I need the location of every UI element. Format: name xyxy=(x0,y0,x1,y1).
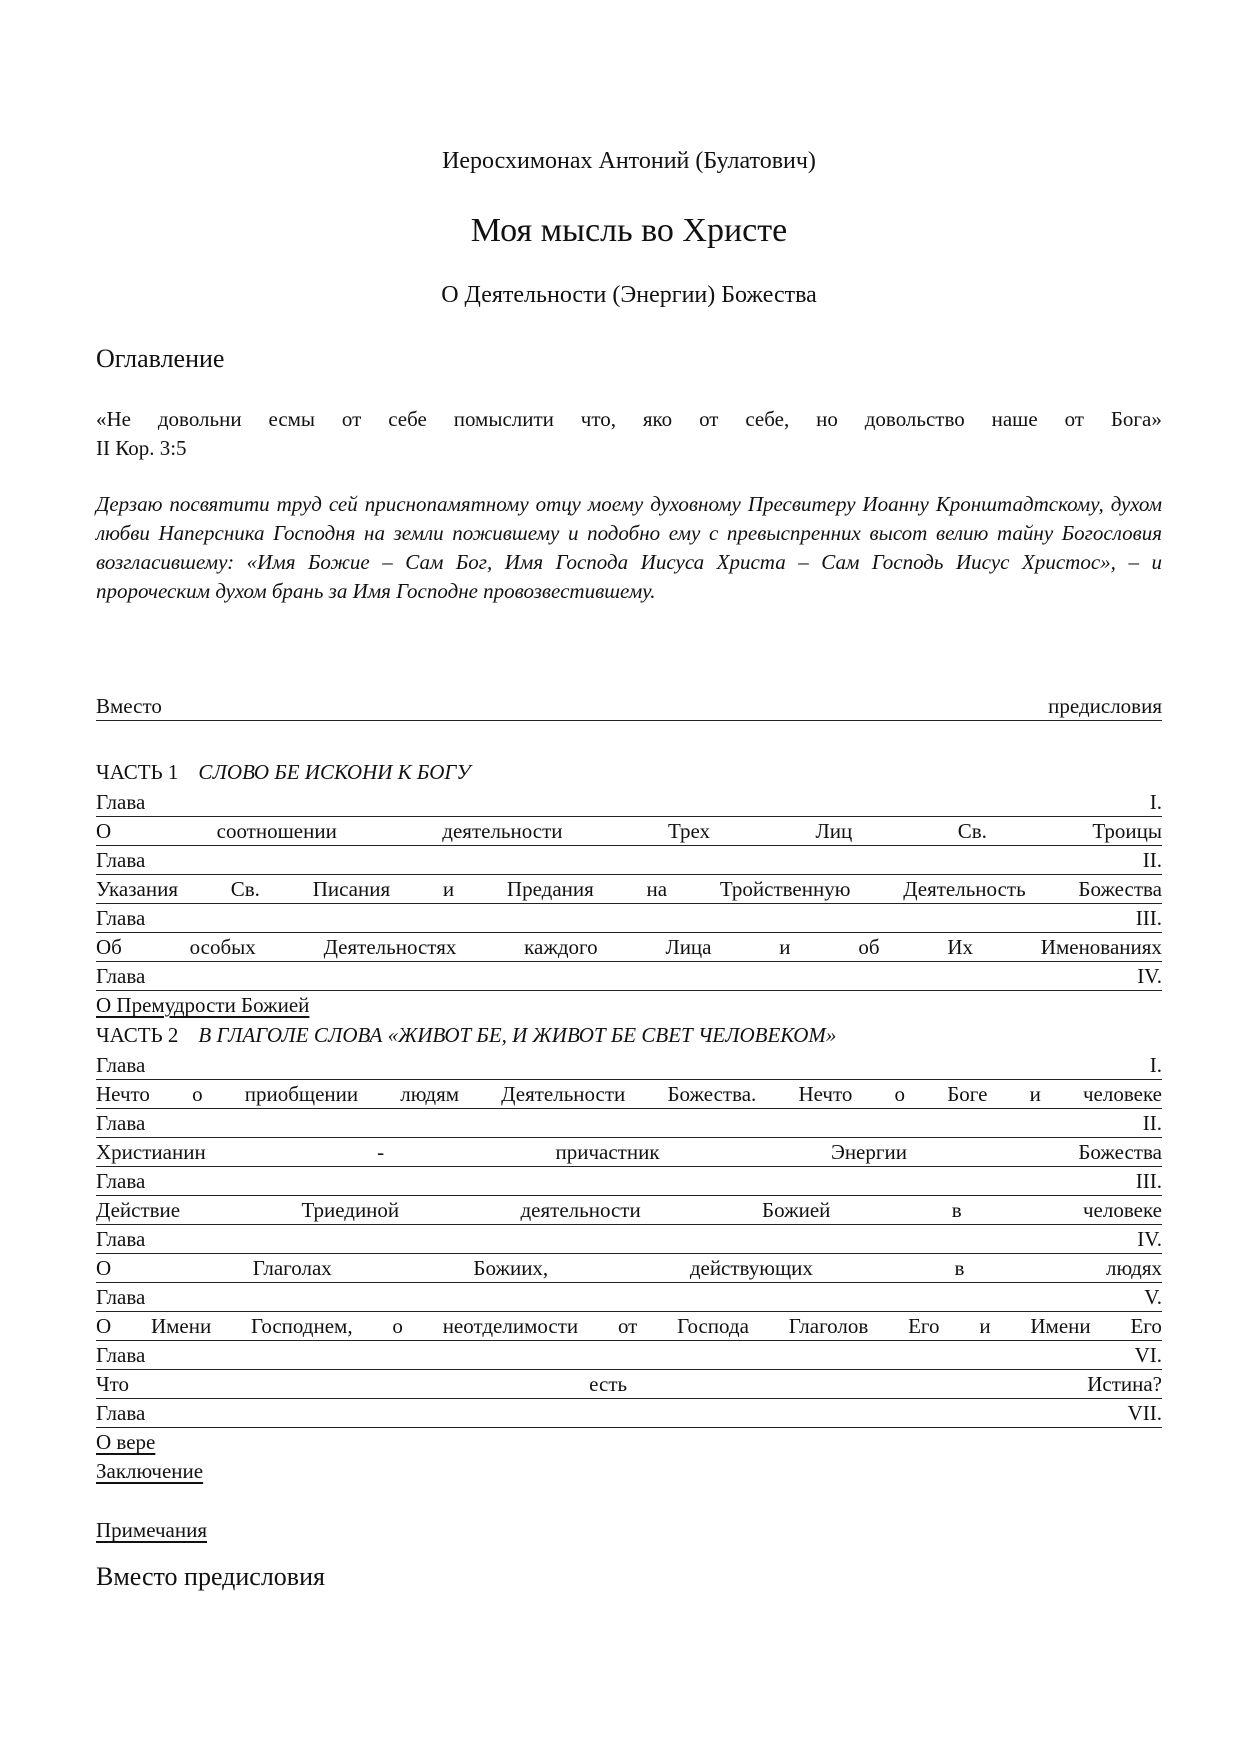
toc-chapter-row[interactable] xyxy=(96,904,1162,933)
part-2-number: ЧАСТЬ 2 xyxy=(96,1023,179,1047)
word: II. xyxy=(1142,1111,1162,1135)
word: Господнем, xyxy=(251,1314,353,1338)
word: довольни xyxy=(157,407,242,431)
word: Глава xyxy=(96,790,146,814)
word: Указания xyxy=(96,877,178,901)
word: Именованиях xyxy=(1040,935,1162,959)
word: в xyxy=(954,1256,965,1280)
toc-chapter-row[interactable] xyxy=(96,1051,1162,1080)
word: и xyxy=(979,1314,991,1338)
word: и xyxy=(442,877,455,901)
word: есть xyxy=(589,1372,628,1396)
part-1-heading xyxy=(96,757,1162,788)
word: Божиих, xyxy=(473,1256,549,1280)
epigraph-reference: II Кор. 3:5 xyxy=(96,436,187,460)
word: VII. xyxy=(1127,1401,1162,1425)
word: Энергии xyxy=(830,1140,907,1164)
toc-chapter-row[interactable] xyxy=(96,1341,1162,1370)
word: I. xyxy=(1149,790,1162,814)
word: Божией xyxy=(762,1198,831,1222)
word: от xyxy=(1064,407,1084,431)
toc-chapter-row[interactable] xyxy=(96,788,1162,817)
word: Действие xyxy=(96,1198,181,1222)
part-1-entries xyxy=(96,788,1162,991)
part-1-title: СЛОВО БЕ ИСКОНИ К БОГУ xyxy=(198,760,471,784)
dedication: Дерзаю посвятити труд сей приснопамятному отцу моему духовному Пресвитеру Иоанну Кронштадтскому, духом любви Наперсника Господня на земли пожившему и подобно ему с превыспренних высот велию тайну Богословия возгласившему: «Имя Божие – Сам Бог, Имя Господа Иисуса Христа – Сам Господь Иисус Христос», – и пророческим духом брань за Имя Господне провозвестившему. xyxy=(96,492,1162,603)
word: Предания xyxy=(506,877,594,901)
word: Писания xyxy=(312,877,391,901)
toc-chapter-row[interactable] xyxy=(96,1225,1162,1254)
word: об xyxy=(858,935,880,959)
word: - xyxy=(377,1140,385,1164)
word: VI. xyxy=(1134,1343,1162,1367)
word: людям xyxy=(400,1082,460,1106)
word: наше xyxy=(991,407,1038,431)
toc-chapter-row[interactable] xyxy=(96,962,1162,991)
word: Лиц xyxy=(815,819,853,843)
word: от xyxy=(699,407,719,431)
word: Господа xyxy=(677,1314,749,1338)
book-title: Моя мысль во Христе xyxy=(470,212,788,249)
word: от xyxy=(341,407,362,431)
word: Боге xyxy=(947,1082,988,1106)
word: неотделимости xyxy=(442,1314,579,1338)
word: III. xyxy=(1135,906,1162,930)
word: Св. xyxy=(230,877,260,901)
toc-link-conclusion[interactable]: Заключение xyxy=(96,1459,204,1483)
word: Его xyxy=(908,1314,940,1338)
word: что, xyxy=(580,407,617,431)
word: есмы xyxy=(268,407,316,431)
word: Божества xyxy=(1078,1140,1162,1164)
word: и xyxy=(1029,1082,1041,1106)
word: I. xyxy=(1149,1053,1162,1077)
toc-chapter-row[interactable] xyxy=(96,846,1162,875)
word: предисловия xyxy=(1048,694,1162,718)
toc-link-notes[interactable]: Примечания xyxy=(96,1518,208,1542)
word: III. xyxy=(1135,1169,1162,1193)
section-heading: Вместо предисловия xyxy=(96,1562,325,1591)
word: II. xyxy=(1142,848,1162,872)
toc-chapter-row[interactable] xyxy=(96,1167,1162,1196)
word: Христианин xyxy=(96,1140,206,1164)
word: Что xyxy=(96,1372,130,1396)
word: каждого xyxy=(524,935,598,959)
word: людях xyxy=(1106,1256,1162,1280)
word: Глава xyxy=(96,1401,146,1425)
toc-link-foreword[interactable] xyxy=(96,692,1162,721)
word: IV. xyxy=(1137,964,1162,988)
word: довольство xyxy=(864,407,965,431)
word: Глаголах xyxy=(252,1256,332,1280)
word: Глава xyxy=(96,1169,146,1193)
word: Нечто xyxy=(96,1082,150,1106)
word: Божества xyxy=(1078,877,1162,901)
word: Деятельность xyxy=(903,877,1026,901)
word: Нечто xyxy=(798,1082,853,1106)
word: Глава xyxy=(96,964,146,988)
word: от xyxy=(617,1314,638,1338)
toc-chapter-row[interactable] xyxy=(96,1399,1162,1428)
author-line: Иеросхимонах Антоний (Булатович) xyxy=(442,148,816,174)
toc-chapter-title-row[interactable] xyxy=(96,1138,1162,1167)
table-of-contents xyxy=(96,692,1162,1545)
word: причастник xyxy=(555,1140,660,1164)
word: о xyxy=(894,1082,906,1106)
word: Глава xyxy=(96,1053,146,1077)
word: в xyxy=(951,1198,962,1222)
word: Деятельности xyxy=(501,1082,626,1106)
word: соотношении xyxy=(216,819,337,843)
word: Имени xyxy=(150,1314,212,1338)
word: Глава xyxy=(96,848,146,872)
word: человеке xyxy=(1082,1198,1162,1222)
word: и xyxy=(779,935,791,959)
toc-chapter-title-row[interactable] xyxy=(96,1080,1162,1109)
toc-link-premudrost[interactable]: О Премудрости Божией xyxy=(96,993,310,1017)
word: о xyxy=(192,1082,203,1106)
word: Его xyxy=(1130,1314,1162,1338)
word: Глава xyxy=(96,1285,146,1309)
word: Св. xyxy=(957,819,987,843)
word: Триединой xyxy=(301,1198,400,1222)
part-2-heading xyxy=(96,1020,1162,1051)
toc-chapter-title-row[interactable] xyxy=(96,933,1162,962)
word: на xyxy=(646,877,668,901)
toc-heading: Оглавление xyxy=(96,344,225,373)
word: О xyxy=(96,1314,112,1338)
word: Имени xyxy=(1030,1314,1091,1338)
word: себе, xyxy=(745,407,790,431)
toc-chapter-title-row[interactable] xyxy=(96,875,1162,904)
word: О xyxy=(96,819,112,843)
word: Троицы xyxy=(1092,819,1162,843)
word: Деятельностях xyxy=(323,935,457,959)
word: приобщении xyxy=(244,1082,359,1106)
book-subtitle: О Деятельности (Энергии) Божества xyxy=(441,282,817,308)
word: Бога» xyxy=(1110,407,1162,431)
word: Глава xyxy=(96,906,146,930)
word: Об xyxy=(96,935,122,959)
word: себе xyxy=(388,407,427,431)
part-2-entries xyxy=(96,1051,1162,1428)
word: яко xyxy=(642,407,673,431)
word: Божества. xyxy=(667,1082,757,1106)
part-1-number: ЧАСТЬ 1 xyxy=(96,760,179,784)
word: о xyxy=(392,1314,403,1338)
word: V. xyxy=(1144,1285,1162,1309)
word: Их xyxy=(947,935,973,959)
word: Вместо xyxy=(96,694,162,718)
word: особых xyxy=(189,935,256,959)
toc-chapter-title-row[interactable] xyxy=(96,1370,1162,1399)
word: Лица xyxy=(665,935,712,959)
toc-link-vera[interactable]: О вере xyxy=(96,1430,156,1454)
word: Тройственную xyxy=(719,877,851,901)
toc-chapter-row[interactable] xyxy=(96,1109,1162,1138)
word: действующих xyxy=(689,1256,813,1280)
word: О xyxy=(96,1256,112,1280)
toc-chapter-title-row[interactable] xyxy=(96,1196,1162,1225)
word: деятельности xyxy=(520,1198,641,1222)
word: деятельности xyxy=(442,819,563,843)
word: человеке xyxy=(1082,1082,1162,1106)
word: «Не xyxy=(96,407,131,431)
word: IV. xyxy=(1137,1227,1162,1251)
word: Глава xyxy=(96,1111,146,1135)
epigraph xyxy=(96,405,1162,463)
word: Глава xyxy=(96,1227,146,1251)
toc-chapter-title-row[interactable] xyxy=(96,1254,1162,1283)
word: Глава xyxy=(96,1343,146,1367)
toc-chapter-title-row[interactable] xyxy=(96,817,1162,846)
word: Истина? xyxy=(1087,1372,1162,1396)
part-2-title: В ГЛАГОЛЕ СЛОВА «ЖИВОТ БЕ, И ЖИВОТ БЕ СВЕТ ЧЕЛОВЕКОМ» xyxy=(198,1023,837,1047)
toc-chapter-title-row[interactable] xyxy=(96,1312,1162,1341)
toc-chapter-row[interactable] xyxy=(96,1283,1162,1312)
word: Глаголов xyxy=(788,1314,869,1338)
epigraph-quote xyxy=(96,405,1162,434)
word: помыслити xyxy=(453,407,554,431)
word: но xyxy=(816,407,838,431)
word: Трех xyxy=(667,819,711,843)
